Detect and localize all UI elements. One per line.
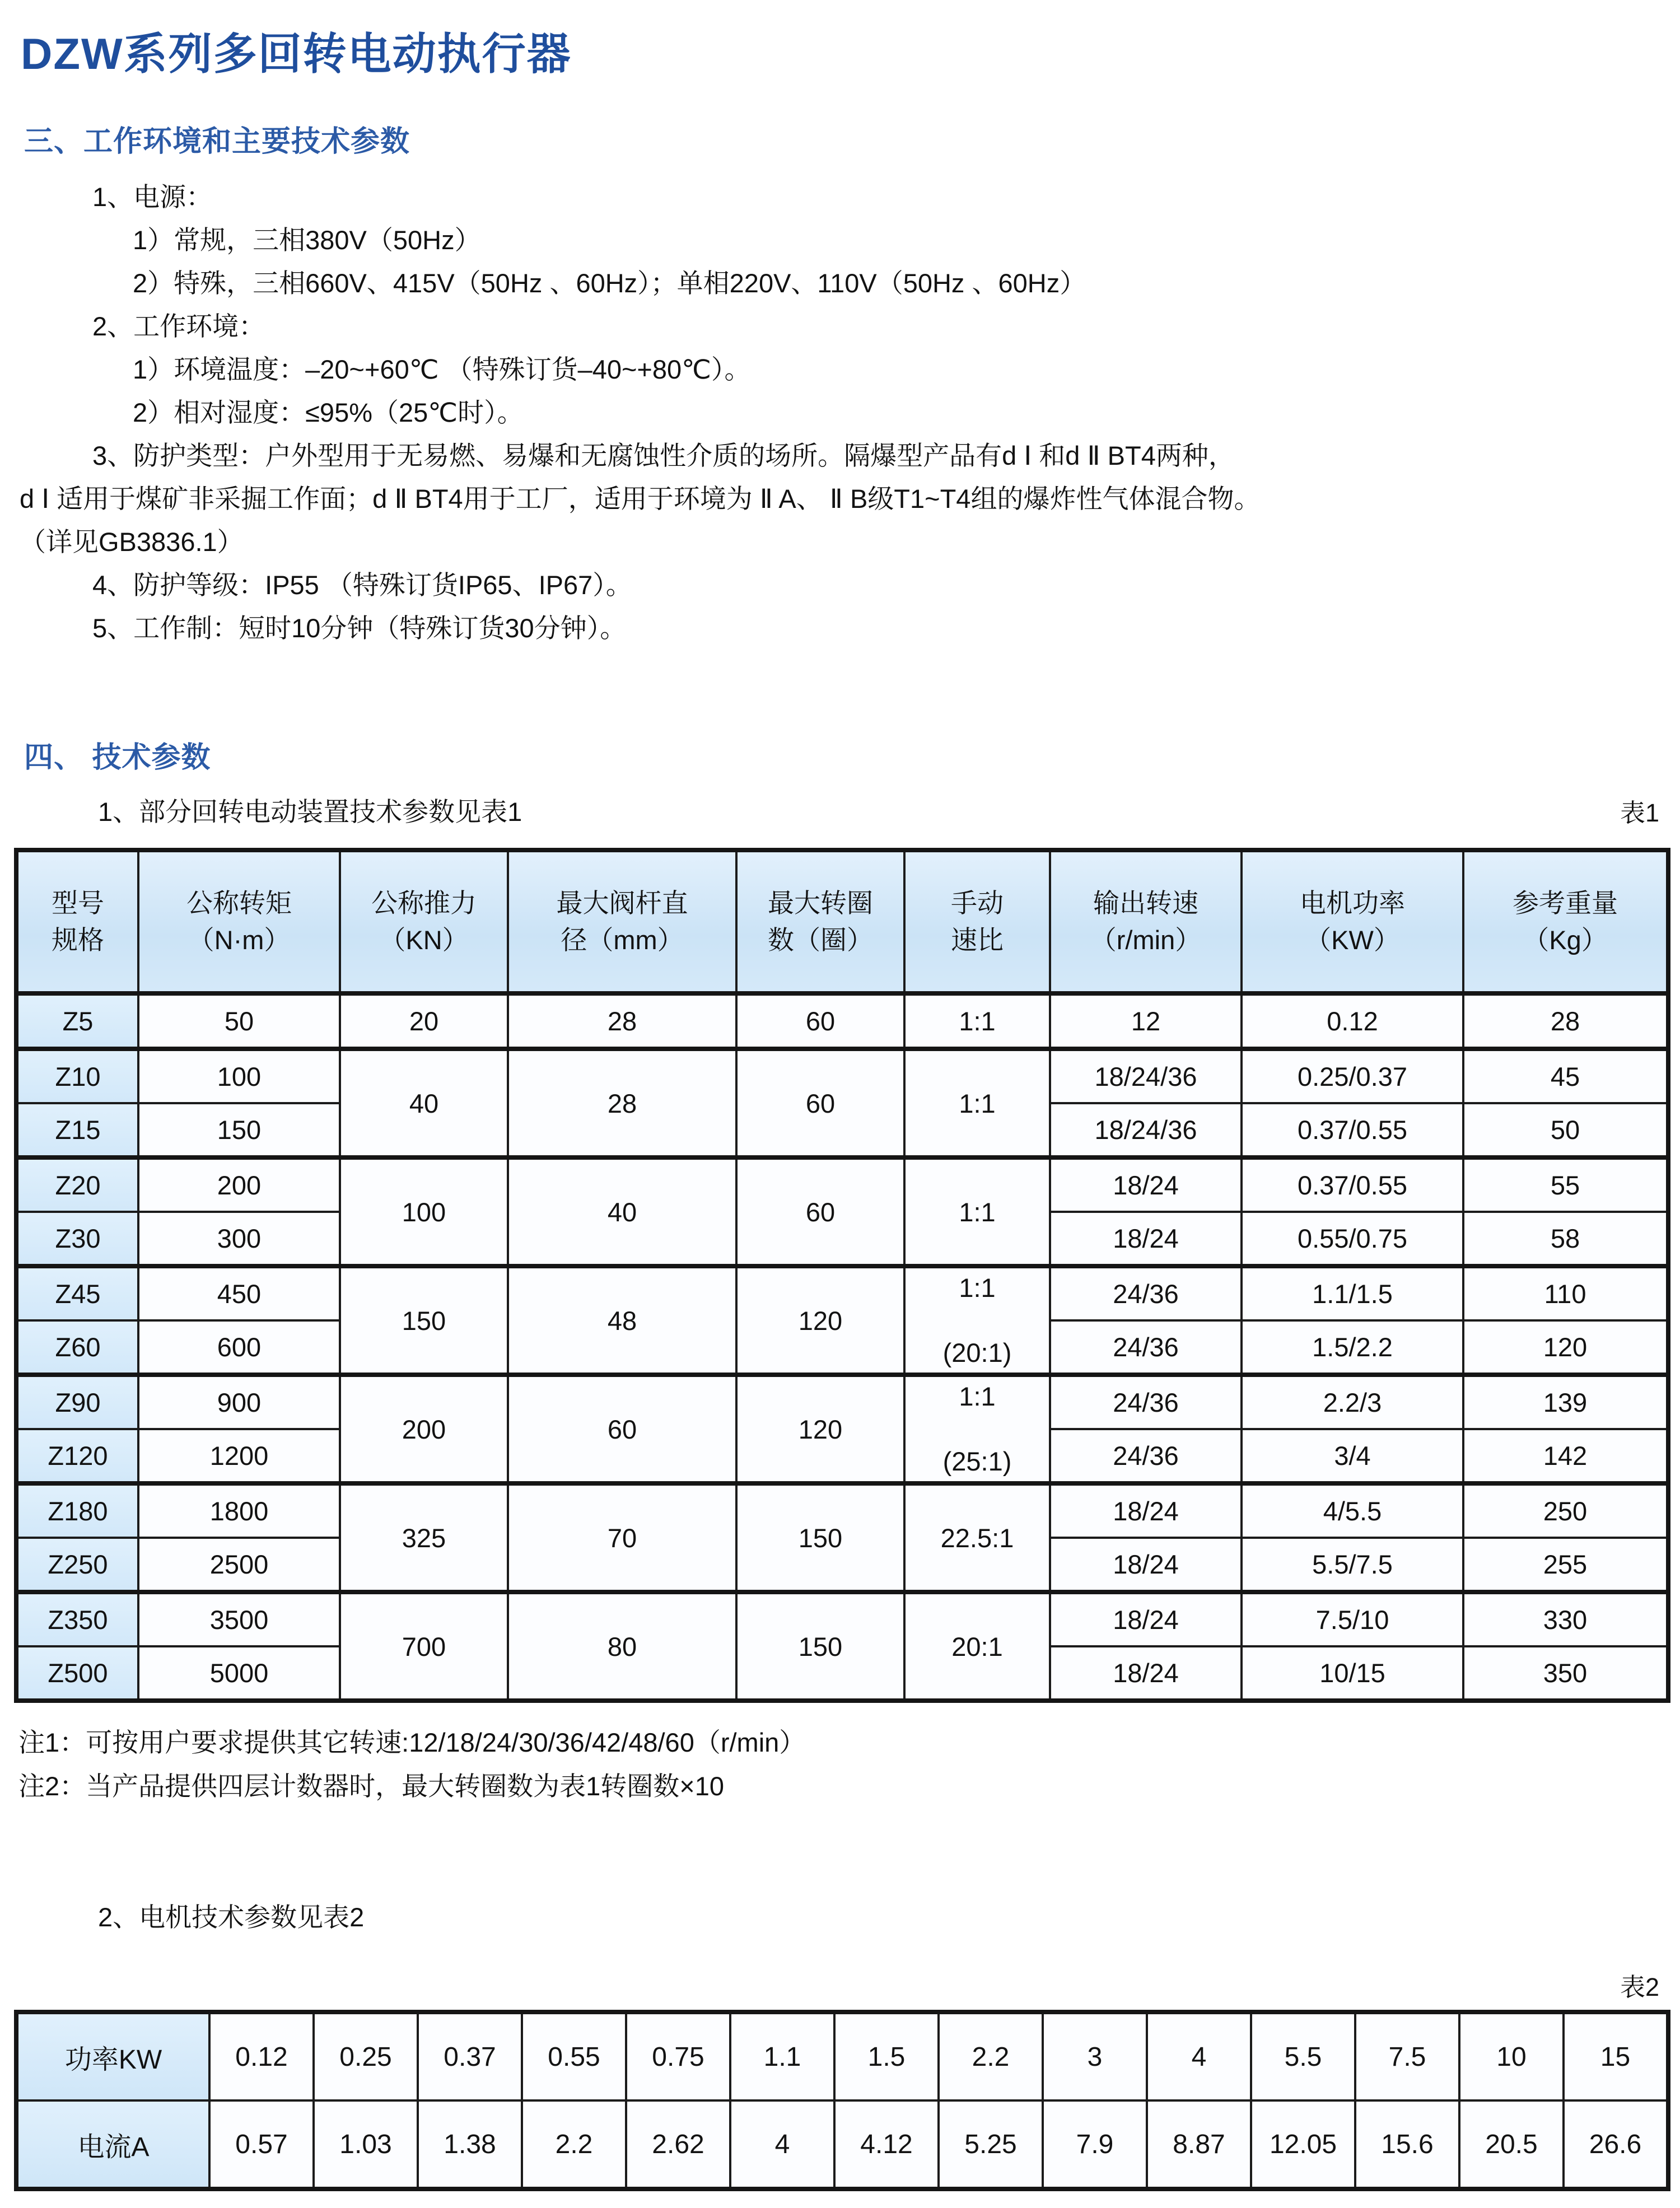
weight-cell: 250 (1463, 1483, 1668, 1538)
current-value: 8.87 (1147, 2100, 1251, 2189)
power-cell: 4/5.5 (1242, 1483, 1463, 1538)
text-line: 1）常规，三相380V（50Hz） (133, 225, 481, 255)
page-title: DZW系列多回转电动执行器 (21, 29, 572, 78)
table-row (16, 1483, 1668, 1538)
power-row-label: 功率KW (16, 2012, 209, 2100)
thrust-cell: 20 (340, 993, 508, 1049)
stem-cell: 80 (508, 1592, 736, 1701)
ratio-cell: 1:1 (904, 1157, 1050, 1266)
power-cell: 5.5/7.5 (1242, 1538, 1463, 1592)
header-motor-power: 电机功率 （KW） (1242, 850, 1463, 993)
text-line: 3、防护类型：户外型用于无易燃、易爆和无腐蚀性介质的场所。隔爆型产品有d Ⅰ 和d Ⅱ BT4两种， (92, 441, 1235, 470)
current-value: 0.57 (209, 2100, 314, 2189)
current-value: 5.25 (939, 2100, 1043, 2189)
header-stem-diameter: 最大阀杆直 径（mm） (508, 850, 736, 993)
model-cell: Z10 (16, 1049, 138, 1103)
current-value: 1.38 (418, 2100, 522, 2189)
table-row (16, 1049, 1668, 1103)
table1-caption-row (14, 791, 1666, 829)
thrust-cell: 700 (340, 1592, 508, 1701)
torque-cell: 1200 (138, 1429, 340, 1483)
table-row (16, 1157, 1668, 1212)
weight-cell: 350 (1463, 1646, 1668, 1701)
header-max-turns: 最大转圈 数（圈） (736, 850, 904, 993)
speed-cell: 24/36 (1050, 1266, 1242, 1320)
torque-cell: 50 (138, 993, 340, 1049)
torque-cell: 5000 (138, 1646, 340, 1701)
text-line: 1、电源： (92, 182, 213, 212)
power-cell: 0.37/0.55 (1242, 1157, 1463, 1212)
current-value: 4 (730, 2100, 834, 2189)
current-value: 1.03 (314, 2100, 418, 2189)
table-row (16, 1266, 1668, 1320)
header-output-speed: 输出转速 （r/min） (1050, 850, 1242, 993)
speed-cell: 24/36 (1050, 1375, 1242, 1429)
weight-cell: 330 (1463, 1592, 1668, 1646)
model-cell: Z350 (16, 1592, 138, 1646)
torque-cell: 2500 (138, 1538, 340, 1592)
power-value: 2.2 (939, 2012, 1043, 2100)
model-cell: Z180 (16, 1483, 138, 1538)
torque-cell: 200 (138, 1157, 340, 1212)
turns-cell: 60 (736, 1157, 904, 1266)
weight-cell: 55 (1463, 1157, 1668, 1212)
torque-cell: 300 (138, 1212, 340, 1266)
speed-cell: 18/24 (1050, 1157, 1242, 1212)
turns-cell: 60 (736, 1049, 904, 1157)
turns-cell: 150 (736, 1592, 904, 1701)
stem-cell: 60 (508, 1375, 736, 1483)
section3-heading: 三、工作环境和主要技术参数 (24, 125, 410, 158)
header-manual-ratio: 手动 速比 (904, 850, 1050, 993)
power-value: 15 (1564, 2012, 1668, 2100)
power-value: 0.55 (522, 2012, 626, 2100)
model-cell: Z90 (16, 1375, 138, 1429)
current-value: 7.9 (1043, 2100, 1147, 2189)
current-value: 15.6 (1355, 2100, 1459, 2189)
table-row (16, 1592, 1668, 1646)
speed-cell: 18/24/36 (1050, 1103, 1242, 1157)
power-cell: 3/4 (1242, 1429, 1463, 1483)
table1 (14, 848, 1670, 1703)
speed-cell: 18/24 (1050, 1483, 1242, 1538)
stem-cell: 28 (508, 1049, 736, 1157)
power-value: 0.37 (418, 2012, 522, 2100)
current-value: 4.12 (834, 2100, 939, 2189)
header-thrust: 公称推力 （KN） (340, 850, 508, 993)
ratio-cell: 1:1 (20:1) (904, 1266, 1050, 1375)
turns-cell: 120 (736, 1375, 904, 1483)
text-line: 5、工作制：短时10分钟（特殊订货30分钟）。 (92, 613, 627, 643)
table-row (16, 993, 1668, 1049)
ratio-cell: 1:1 (904, 993, 1050, 1049)
text-line: 2、工作环境： (92, 311, 265, 341)
text-line: 2）相对湿度：≤95%（25℃时）。 (133, 398, 524, 427)
speed-cell: 18/24 (1050, 1212, 1242, 1266)
power-value: 5.5 (1251, 2012, 1355, 2100)
torque-cell: 900 (138, 1375, 340, 1429)
power-cell: 0.55/0.75 (1242, 1212, 1463, 1266)
stem-cell: 48 (508, 1266, 736, 1375)
section3-body (14, 175, 1666, 650)
table-row-current (16, 2100, 1668, 2189)
speed-cell: 18/24 (1050, 1592, 1242, 1646)
header-model: 型号 规格 (16, 850, 138, 993)
power-cell: 2.2/3 (1242, 1375, 1463, 1429)
current-row-label: 电流A (16, 2100, 209, 2189)
ratio-cell: 22.5:1 (904, 1483, 1050, 1592)
power-value: 10 (1459, 2012, 1564, 2100)
model-cell: Z30 (16, 1212, 138, 1266)
model-cell: Z20 (16, 1157, 138, 1212)
section4-heading: 四、 技术参数 (24, 741, 211, 774)
thrust-cell: 100 (340, 1157, 508, 1266)
power-cell: 1.1/1.5 (1242, 1266, 1463, 1320)
weight-cell: 110 (1463, 1266, 1668, 1320)
thrust-cell: 150 (340, 1266, 508, 1375)
power-value: 7.5 (1355, 2012, 1459, 2100)
current-value: 2.62 (626, 2100, 730, 2189)
table1-notes (14, 1721, 1666, 1808)
power-cell: 10/15 (1242, 1646, 1463, 1701)
weight-cell: 28 (1463, 993, 1668, 1049)
power-value: 4 (1147, 2012, 1251, 2100)
current-value: 12.05 (1251, 2100, 1355, 2189)
weight-cell: 58 (1463, 1212, 1668, 1266)
table1-tag: 表1 (1620, 799, 1659, 827)
text-line: （详见GB3836.1） (20, 527, 244, 557)
turns-cell: 120 (736, 1266, 904, 1375)
torque-cell: 450 (138, 1266, 340, 1320)
table1-caption: 1、部分回转电动装置技术参数见表1 (98, 797, 522, 827)
model-cell: Z15 (16, 1103, 138, 1157)
speed-cell: 18/24 (1050, 1646, 1242, 1701)
model-cell: Z250 (16, 1538, 138, 1592)
header-ref-weight: 参考重量 （Kg） (1463, 850, 1668, 993)
power-value: 0.12 (209, 2012, 314, 2100)
note-1: 注1：可按用户要求提供其它转速:12/18/24/30/36/42/48/60（r/min） (18, 1728, 806, 1757)
table2 (14, 2010, 1670, 2191)
text-line: 2）特殊，三相660V、415V（50Hz 、60Hz）；单相220V、110V（50Hz 、60Hz） (133, 268, 1086, 298)
speed-cell: 18/24/36 (1050, 1049, 1242, 1103)
thrust-cell: 200 (340, 1375, 508, 1483)
ratio-cell: 20:1 (904, 1592, 1050, 1701)
torque-cell: 150 (138, 1103, 340, 1157)
ratio-cell: 1:1 (25:1) (904, 1375, 1050, 1483)
model-cell: Z5 (16, 993, 138, 1049)
power-cell: 0.25/0.37 (1242, 1049, 1463, 1103)
power-cell: 7.5/10 (1242, 1592, 1463, 1646)
turns-cell: 60 (736, 993, 904, 1049)
torque-cell: 600 (138, 1320, 340, 1375)
power-cell: 0.37/0.55 (1242, 1103, 1463, 1157)
current-value: 20.5 (1459, 2100, 1564, 2189)
header-torque: 公称转矩 （N·m） (138, 850, 340, 993)
torque-cell: 3500 (138, 1592, 340, 1646)
stem-cell: 28 (508, 993, 736, 1049)
model-cell: Z45 (16, 1266, 138, 1320)
power-cell: 1.5/2.2 (1242, 1320, 1463, 1375)
table1-header-row (16, 850, 1668, 993)
text-line: 1）环境温度：–20~+60℃ （特殊订货–40~+80℃）。 (133, 354, 751, 384)
torque-cell: 100 (138, 1049, 340, 1103)
thrust-cell: 325 (340, 1483, 508, 1592)
speed-cell: 24/36 (1050, 1320, 1242, 1375)
weight-cell: 255 (1463, 1538, 1668, 1592)
ratio-cell: 1:1 (904, 1049, 1050, 1157)
current-value: 2.2 (522, 2100, 626, 2189)
weight-cell: 120 (1463, 1320, 1668, 1375)
note-2: 注2：当产品提供四层计数器时，最大转圈数为表1转圈数×10 (18, 1771, 725, 1801)
table-row-power (16, 2012, 1668, 2100)
table2-caption: 2、电机技术参数见表2 (98, 1902, 365, 1932)
model-cell: Z120 (16, 1429, 138, 1483)
weight-cell: 45 (1463, 1049, 1668, 1103)
speed-cell: 18/24 (1050, 1538, 1242, 1592)
speed-cell: 12 (1050, 993, 1242, 1049)
power-value: 3 (1043, 2012, 1147, 2100)
torque-cell: 1800 (138, 1483, 340, 1538)
power-cell: 0.12 (1242, 993, 1463, 1049)
weight-cell: 142 (1463, 1429, 1668, 1483)
turns-cell: 150 (736, 1483, 904, 1592)
current-value: 26.6 (1564, 2100, 1668, 2189)
power-value: 0.75 (626, 2012, 730, 2100)
weight-cell: 50 (1463, 1103, 1668, 1157)
model-cell: Z60 (16, 1320, 138, 1375)
text-line: d Ⅰ 适用于煤矿非采掘工作面；d Ⅱ BT4用于工厂，适用于环境为 Ⅱ A、 Ⅱ B级T1~T4组的爆炸性气体混合物。 (20, 484, 1261, 514)
thrust-cell: 40 (340, 1049, 508, 1157)
table-row (16, 1375, 1668, 1429)
table2-tag: 表2 (1620, 1973, 1659, 2001)
stem-cell: 70 (508, 1483, 736, 1592)
speed-cell: 24/36 (1050, 1429, 1242, 1483)
power-value: 0.25 (314, 2012, 418, 2100)
weight-cell: 139 (1463, 1375, 1668, 1429)
stem-cell: 40 (508, 1157, 736, 1266)
text-line: 4、防护等级：IP55 （特殊订货IP65、IP67）。 (92, 570, 632, 600)
power-value: 1.5 (834, 2012, 939, 2100)
power-value: 1.1 (730, 2012, 834, 2100)
model-cell: Z500 (16, 1646, 138, 1701)
